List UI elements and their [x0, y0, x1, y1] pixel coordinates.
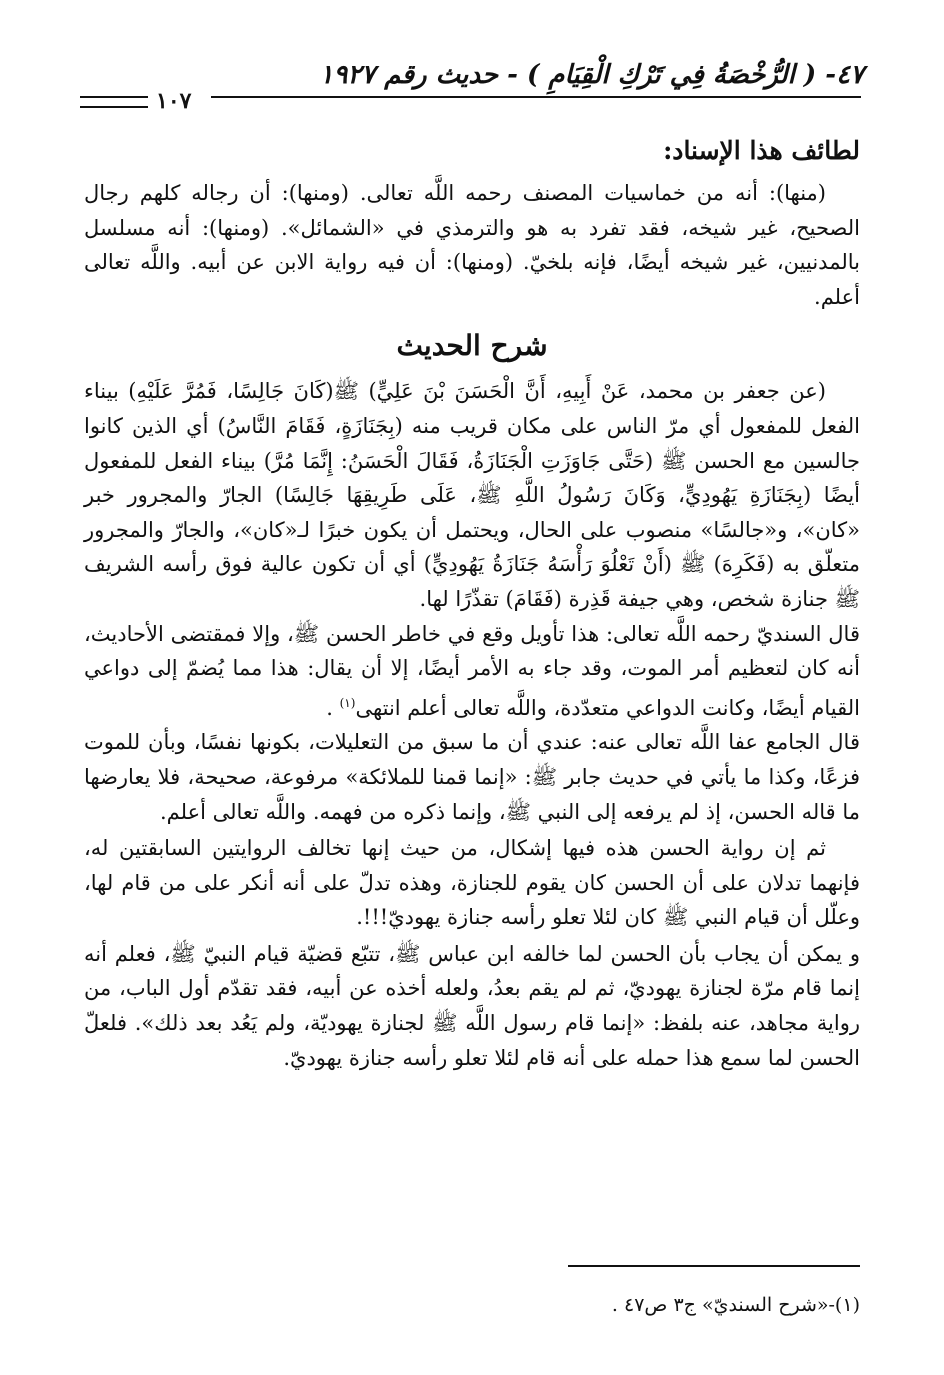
page-number: ١٠٧: [150, 88, 197, 114]
problem-paragraph: ثم إن رواية الحسن هذه فيها إشكال، من حيث إنها تخالف الروايتين السابقتين له، فإنهما تدلان على أن الحسن كان يقوم للجنازة، وهذه تدلّ على أنه أنكر على من قام لها، وعلّل أن قيام النبي ﷺ كان لئلا تعلو رأسه جنازة يهوديّ!!!.: [84, 836, 860, 930]
hadith-commentary-paragraph: (عن جعفر بن محمد، عَنْ أَبِيهِ، أَنَّ الْحَسَنَ بْنَ عَلِيٍّ) ﷺ(كَانَ جَالِسًا، فَمُرَّ عَلَيْهِ) بيناء الفعل للمفعول أي مرّ الناس على مكان قريب منه (بِجَنَازَةٍ، فَقَامَ النَّاسُ) أي الذين كانوا جالسين مع الحسن ﷺ (حَتَّى جَاوَزَتِ الْجَنَازَةُ، فَقَالَ الْحَسَنُ: إِنَّمَا مُرَّ) بيناء الفعل للمفعول أيضًا (بِجَنَازَةِ يَهُودِيٍّ، وَكَانَ رَسُولُ اللَّهِ ﷺ، عَلَى طَرِيقِهَا جَالِسًا) الجارّ والمجرور خبر «كان»، و«جالسًا» منصوب على الحال، ويحتمل أن يكون خبرًا لـ«كان»، والجارّ والمجرور متعلّق به (فَكَرِهَ) ﷺ (أَنْ تَعْلُوَ رَأْسَهُ جَنَازَةُ يَهُودِيٍّ) أي أن تكون عالية فوق رأسه الشريف ﷺ جنازة شخص، وهي جيفة قَذِرة (فَقَامَ) تقذّرًا لها.: [84, 379, 860, 611]
isnad-paragraph: (منها): أنه من خماسيات المصنف رحمه اللَّه تعالى. (ومنها): أن رجاله كلهم رجال الصحيح، غير شيخه، فقد تفرد به هو والترمذي في «الشمائل». (ومنها): أنه مسلسل بالمدنيين، غير شيخه أيضًا، فإنه بلخيّ. (ومنها): أن فيه رواية الابن عن أبيه. واللَّه تعالى أعلم.: [84, 181, 860, 309]
commentary-heading: شرح الحديث: [396, 329, 548, 363]
sindi-quote-text: قال السنديّ رحمه اللَّه تعالى: هذا تأويل وقع في خاطر الحسن ﷺ، وإلا فمقتضى الأحاديث، أنه كان لتعظيم أمر الموت، وقد جاء به الأمر أيضًا، إلا أن يقال: هذا مما يُضمّ إلى دواعي القيام أيضًا، وكانت الدواعي متعدّدة، واللَّه تعالى أعلم انتهى: [84, 621, 860, 720]
section-heading: لطائف هذا الإسناد:: [663, 136, 860, 165]
compiler-note-paragraph: قال الجامع عفا اللَّه تعالى عنه: عندي أن ما سبق من التعليلات، بكونها نفسًا، وبأن للموت فزعًا، وكذا ما يأتي في حديث جابر ﷺ: «إنما قمنا للملائكة» مرفوعة، صحيحة، فلا يعارضها ما قاله الحسن، إذ لم يرفعه إلى النبي ﷺ، وإنما ذكره من فهمه. واللَّه تعالى أعلم.: [84, 730, 860, 824]
header-rule: [211, 96, 861, 98]
footnote-separator: [568, 1265, 860, 1267]
sindi-quote-paragraph: [84, 617, 860, 726]
closing-mark: .: [326, 695, 333, 720]
page-body: [84, 132, 860, 1075]
answer-paragraph: و يمكن أن يجاب بأن الحسن لما خالفه ابن عباس ﷺ، تتبّع قضيّة قيام النبيّ ﷺ، فعلم أنه إنما قام مرّة لجنازة يهوديّ، ثم لم يقم بعدُ، ولعله أخذه عن أبيه، فقد تقدّم أول الباب، من رواية مجاهد، عنه بلفظ: «إنما قام رسول اللَّه ﷺ لجنازة يهوديّة، ولم يَعُد بعد ذلك». فلعلّ الحسن لما سمع هذا حمله على أنه قام لئلا تعلو رأسه جنازة يهوديّ.: [84, 941, 860, 1070]
running-header-title: ٤٧- ( الرُّخْصَةُ فِي تَرْكِ الْقِيَامِ ) - حديث رقم ١٩٢٧: [319, 60, 864, 90]
footnote: (١)-«شرح السنديّ» ج٣ ص٤٧ .: [611, 1294, 860, 1316]
footnote-marker: (١): [339, 695, 356, 710]
header-double-rule: [80, 96, 148, 108]
